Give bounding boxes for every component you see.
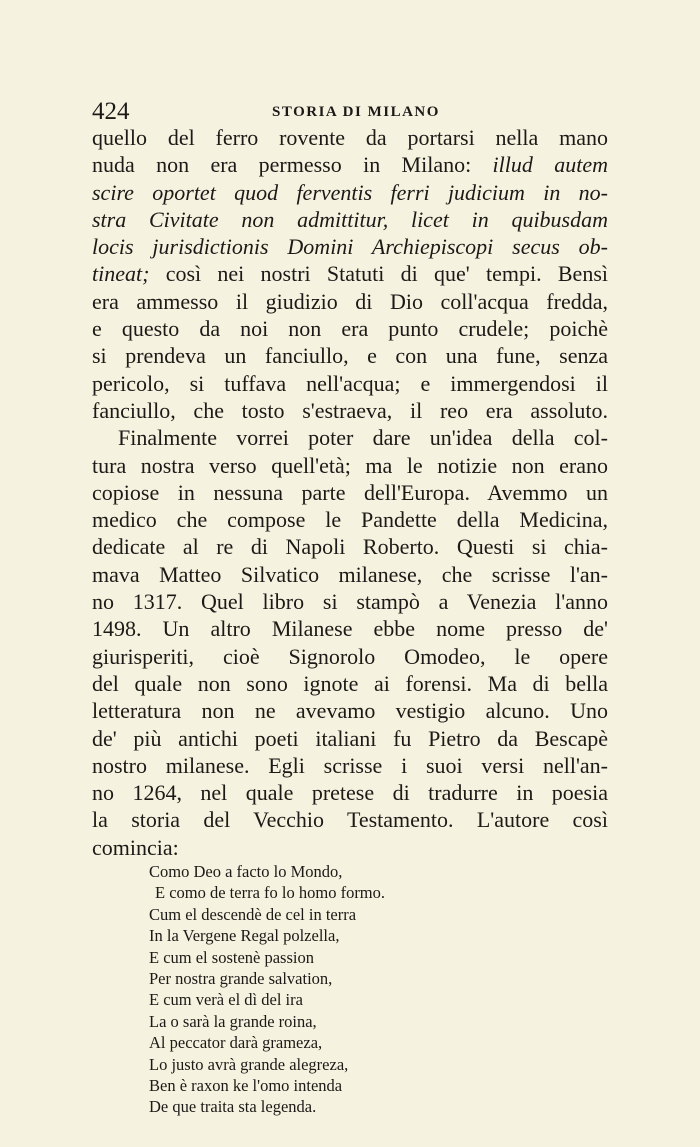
text-line: giurisperiti, cioè Signorolo Omodeo, le opere bbox=[92, 643, 608, 669]
text-line: no 1264, nel quale pretese di tradurre in poesia bbox=[92, 780, 608, 806]
text-line: 1498. Un altro Milanese ebbe nome presso de' bbox=[92, 616, 608, 642]
text-line: mava Matteo Silvatico milanese, che scrisse l'an- bbox=[92, 561, 608, 587]
verse-line: Ben è raxon ke l'omo intenda bbox=[149, 1075, 343, 1095]
page-number: 424 bbox=[92, 98, 130, 125]
latin-quote: scire oportet quod ferventis ferri judicium in no- bbox=[92, 179, 608, 205]
verse-line: E cum verà el dì del ira bbox=[149, 990, 303, 1010]
text-line: la storia del Vecchio Testamento. L'autore così bbox=[92, 807, 608, 833]
text-line: tura nostra verso quell'età; ma le notizie non erano bbox=[92, 452, 608, 478]
text-segment: nuda non era permesso in Milano: bbox=[92, 152, 472, 178]
text-line bbox=[92, 151, 608, 178]
text-line: quello del ferro rovente da portarsi nella mano bbox=[92, 125, 608, 150]
verse-line: E cum el sostenè passion bbox=[149, 947, 314, 967]
text-line: del quale non sono ignote ai forensi. Ma di bella bbox=[92, 670, 608, 696]
verse-line: E como de terra fo lo homo formo. bbox=[155, 883, 386, 903]
text-line bbox=[92, 206, 608, 233]
text-line: no 1317. Quel libro si stampò a Venezia l'anno bbox=[92, 589, 608, 615]
latin-quote: illud autem bbox=[492, 152, 608, 178]
text-segment: così nei nostri Statuti di que' tempi. Bensì bbox=[165, 261, 608, 287]
verse-line: Lo justo avrà grande alegreza, bbox=[149, 1054, 349, 1074]
text-line: de' più antichi poeti italiani fu Pietro da Bescapè bbox=[92, 725, 608, 751]
text-line: e questo da noi non era punto crudele; poichè bbox=[92, 316, 608, 342]
verse-line: La o sarà la grande roina, bbox=[149, 1011, 317, 1031]
text-line bbox=[92, 260, 608, 287]
verse-line: In la Vergene Regal polzella, bbox=[149, 926, 340, 946]
text-line: si prendeva un fanciullo, e con una fune, senza bbox=[92, 343, 608, 369]
text-line: copiose in nessuna parte dell'Europa. Avemmo un bbox=[92, 479, 608, 505]
verse-line: Al peccator darà grameza, bbox=[149, 1033, 323, 1053]
latin-quote: tineat; bbox=[92, 261, 150, 287]
verse-line: Como Deo a facto lo Mondo, bbox=[149, 862, 343, 881]
running-title: STORIA DI MILANO bbox=[272, 104, 440, 120]
text-line: dedicate al re di Napoli Roberto. Questi si chia- bbox=[92, 534, 608, 560]
text-line: era ammesso il giudizio di Dio coll'acqua fredda, bbox=[92, 288, 608, 314]
text-line bbox=[92, 179, 608, 206]
verse-line: Cum el descendè de cel in terra bbox=[149, 904, 357, 924]
body-paragraphs bbox=[92, 124, 608, 861]
text-line: nostro milanese. Egli scrisse i suoi versi nell'an- bbox=[92, 752, 608, 778]
verse-quotation bbox=[149, 861, 385, 1118]
text-line bbox=[92, 233, 608, 260]
text-line: comincia: bbox=[92, 834, 179, 860]
text-line: letteratura non ne avevamo vestigio alcuno. Uno bbox=[92, 698, 608, 724]
paragraph-start-line: Finalmente vorrei poter dare un'idea della col- bbox=[118, 425, 608, 451]
text-line: fanciullo, che tosto s'estraeva, il reo era assoluto. bbox=[92, 397, 608, 423]
latin-quote: stra Civitate non admittitur, licet in quibusdam bbox=[92, 206, 608, 232]
text-line: pericolo, si tuffava nell'acqua; e immergendosi il bbox=[92, 370, 608, 396]
verse-line: De que traita sta legenda. bbox=[149, 1097, 317, 1117]
text-line: medico che compose le Pandette della Medicina, bbox=[92, 507, 608, 533]
verse-line: Per nostra grande salvation, bbox=[149, 968, 333, 988]
latin-quote: locis jurisdictionis Domini Archiepiscopi secus ob- bbox=[92, 234, 608, 260]
